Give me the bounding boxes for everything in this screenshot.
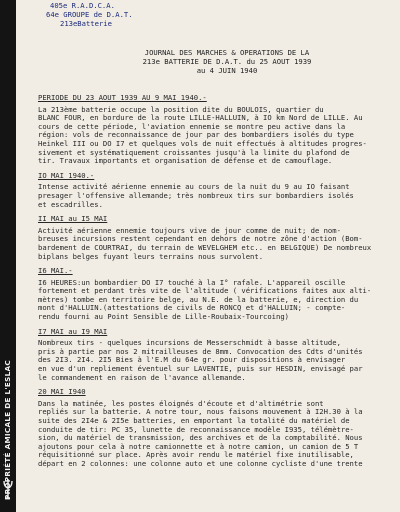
section-text: Activité aérienne ennemie toujours vive de jour comme de nuit; de nom- breuses incursions restent cependant en dehors de notre zône d'action (Bom- bardement de COURTRAI, du terrain de WEVELGHEM etc.. en BELGIQUE) De nombreux biplans belges fuyant leurs terrains nous survolent. — [38, 225, 372, 261]
section-text: Dans la matinée, les postes éloignés d'écoute et d'altimétrie sont repliés sur la batterie. A notre tour, nous faisons mouvement à I2H.30 à la suite des 2I4e & 2I5e batteries, en emportant la totalité du matériel de conduite de tir: PC 35, lunette de reconnaissance modèle I935, télémètre- sion, du matériel de transmission, des archives et de la comptabilité. Nous ajoutons pour cela à notre camionnette et à notre camion, un camion de 5 T réquisitionné sur place. Après avoir rendu le matériel fixe inutilisable, départ en 2 colonnes: une colonne auto et une colonne cycliste d'une trente — [38, 398, 363, 468]
section-heading: IO MAI 1940.- — [38, 170, 95, 180]
section-heading: I6 MAI.- — [38, 266, 73, 276]
section-17-19-mai — [38, 328, 394, 383]
unit-battery: 213eBatterie — [60, 19, 112, 28]
section-11-15-mai — [38, 215, 394, 261]
section-period — [38, 94, 394, 166]
section-heading: 20 MAI I940 — [38, 387, 86, 397]
section-text: La 213ème batterie occupe la position dite du BOULOIS, quartier du BLANC FOUR, en bordure de la route LILLE-HALLUIN, à IO km Nord de LILLE. Au cours de cette période, l'aviation ennemie se montre peu active dans la région: vols de reconnaissance de jour par des bombardiers isolés du type Heinkel III ou DO I7 et quelques vols de nuit effectués à altitudes progres- sivement et systématiquement croissantes jusqu'à la limite du plafond de tir. Travaux importants et organisation de défense et de camouflage. — [38, 104, 367, 166]
section-16-mai — [38, 267, 394, 322]
unit-group: 64e GROUPE de D.A.T. — [46, 10, 133, 19]
journal-body — [38, 94, 394, 475]
section-text: Intense activité aérienne ennemie au cours de la nuit du 9 au IO faisant presager l'offensive allemande; très nombreux tirs sur bombardiers isolés et escadrilles. — [38, 182, 354, 209]
unit-regiment: 405e R.A.D.C.A. — [50, 1, 115, 10]
title-line-2: 213e BATTERIE DE D.A.T. du 25 AOUT 1939 — [142, 57, 312, 66]
journal-title — [72, 48, 382, 75]
title-line-1: JOURNAL DES MARCHES & OPERATIONS DE LA — [144, 48, 310, 57]
archive-side-strip — [0, 0, 16, 512]
title-line-3: au 4 JUIN 1940 — [196, 66, 258, 75]
unit-header — [46, 1, 133, 28]
section-heading: II MAI au I5 MAI — [38, 214, 108, 224]
section-text: Nombreux tirs - quelques incursions de Messerschmidt à basse altitude, pris à partie par nos 2 mitrailleuses de 8mm. Convocation des Cdts d'unités des 2I3. 2I4. 2I5 Bies à l'E.M du 64e gr. pour dispositions à envisager en vue d'un repliement éventuel sur LAVENTIE, puis sur HESDIN, envisagé par le commandement en raison de l'avance allemande. — [38, 338, 363, 382]
section-text: I6 HEURES:un bombardier DO I7 touché à la I° rafale. L'appareil oscille fortement et perdant très vite de l'altitude ( vérifications faites aux alti- mètres) tombe en territoire belge, au N.E. de la batterie, e, direction du mont d'HALLUIN.(attestations de civils de RONCQ et d'HALLUIN; - compte- rendu fourni au Point Sensible de Lille-Roubaix-Tourcoing) — [38, 277, 372, 322]
section-heading: PERIODE DU 23 AOUT 1939 AU 9 MAI 1940.- — [38, 93, 207, 102]
trident-emblem-icon — [2, 478, 14, 500]
section-10-mai — [38, 172, 394, 209]
archive-caption: PROPRIÉTÉ AMICALE DE L'ESLAC — [3, 360, 12, 500]
section-heading: I7 MAI au I9 MAI — [38, 326, 108, 336]
section-20-mai — [38, 388, 394, 468]
